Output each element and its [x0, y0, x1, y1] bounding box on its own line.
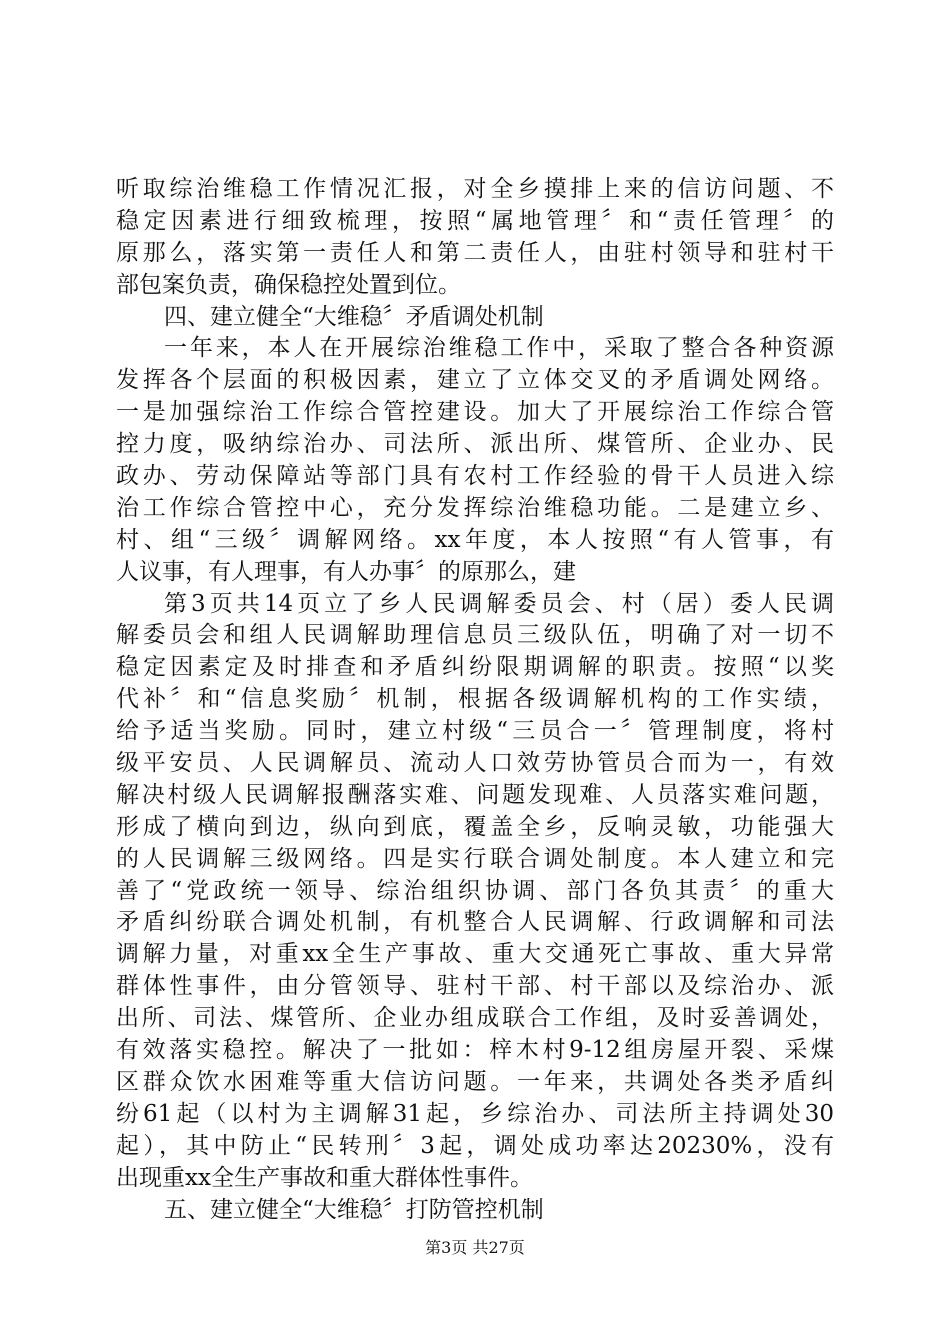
text-line: 听取综治维稳工作情况汇报，对全乡摸排上来的信访问题、不 [116, 176, 834, 202]
text-line: 调解力量，对重xx全生产事故、重大交通死亡事故、重大异常 [116, 941, 834, 968]
text-line: 有效落实稳控。解决了一批如：梓木村9-12组房屋开裂、采煤 [116, 1037, 834, 1064]
section-heading: 四、建立健全“大维稳〞矛盾调处机制 [164, 303, 544, 330]
text-line: 出所、司法、煤管所、企业办组成联合工作组，及时妥善调处， [116, 1005, 834, 1032]
text-line: 人议事，有人理事，有人办事〞的原那么，建 [116, 558, 576, 585]
text-line: 善了“党政统一领导、综治组织协调、部门各负其责〞的重大 [116, 877, 834, 904]
text-line: 原那么，落实第一责任人和第二责任人，由驻村领导和驻村干 [116, 239, 834, 266]
text-line: 稳定因素定及时排查和矛盾纠纷限期调解的职责。按照“以奖 [116, 654, 834, 681]
text-line: 的人民调解三级网络。四是实行联合调处制度。本人建立和完 [116, 845, 834, 872]
text-line: 发挥各个层面的积极因素，建立了立体交叉的矛盾调处网络。 [116, 367, 834, 394]
text-line: 区群众饮水困难等重大信访问题。一年来，共调处各类矛盾纠 [116, 1068, 834, 1095]
body-text [116, 174, 834, 1226]
text-line: 治工作综合管控中心，充分发挥综治维稳功能。二是建立乡、 [116, 494, 834, 521]
text-line: 政办、劳动保障站等部门具有农村工作经验的骨干人员进入综 [116, 463, 834, 490]
text-line: 村、组“三级〞调解网络。xx年度，本人按照“有人管事，有 [116, 526, 834, 553]
text-line: 起），其中防止“民转刑〞3起，调处成功率达20230%，没有 [116, 1132, 834, 1159]
text-line: 一年来，本人在开展综治维稳工作中，采取了整合各种资源 [164, 335, 834, 362]
text-line: 稳定因素进行细致梳理，按照“属地管理〞和“责任管理〞的 [116, 207, 834, 234]
text-line: 出现重xx全生产事故和重大群体性事件。 [116, 1164, 533, 1191]
text-line: 部包案负责，确保稳控处置到位。 [116, 271, 461, 298]
text-line: 一是加强综治工作综合管控建设。加大了开展综治工作综合管 [116, 399, 834, 426]
text-line: 第3页共14页立了乡人民调解委员会、村（居）委人民调 [164, 590, 834, 617]
text-line: 代补〞和“信息奖励〞机制，根据各级调解机构的工作实绩， [116, 686, 834, 713]
text-line: 级平安员、人民调解员、流动人口效劳协管员合而为一，有效 [116, 750, 834, 777]
page-footer: 第3页 共27页 [425, 1238, 525, 1257]
text-line: 群体性事件，由分管领导、驻村干部、村干部以及综治办、派 [116, 973, 834, 1000]
text-line: 形成了横向到边，纵向到底，覆盖全乡，反响灵敏，功能强大 [116, 813, 834, 840]
section-heading: 五、建立健全“大维稳〞打防管控机制 [164, 1196, 544, 1223]
text-line: 矛盾纠纷联合调处机制，有机整合人民调解、行政调解和司法 [116, 909, 834, 936]
text-line: 解委员会和组人民调解助理信息员三级队伍，明确了对一切不 [116, 622, 834, 649]
text-line: 控力度，吸纳综治办、司法所、派出所、煤管所、企业办、民 [116, 431, 834, 458]
text-line: 纷61起（以村为主调解31起，乡综治办、司法所主持调处30 [116, 1100, 834, 1127]
text-line: 给予适当奖励。同时，建立村级“三员合一〞管理制度，将村 [116, 718, 834, 745]
text-line: 解决村级人民调解报酬落实难、问题发现难、人员落实难问题， [116, 781, 834, 808]
